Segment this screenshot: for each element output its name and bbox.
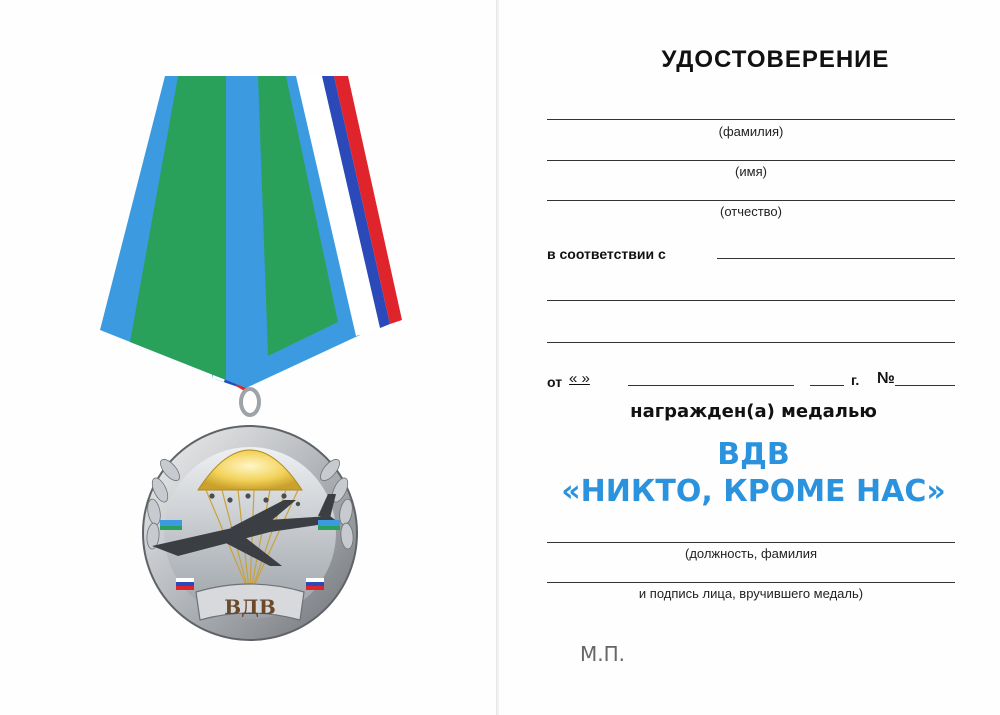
basis-field-line-3[interactable] [547,342,955,343]
from-label: от [547,374,563,390]
name-caption: (имя) [735,164,767,179]
surname-caption: (фамилия) [718,124,784,139]
right-page [499,0,1000,715]
medal-illustration [0,0,497,715]
medal-ring [241,389,259,415]
date-year-field-line[interactable] [810,385,844,386]
patronymic-field-line[interactable] [547,200,955,201]
number-label: № [877,370,895,387]
stamp-place-label: М.П. [580,642,626,666]
left-page [0,0,497,715]
according-to-field-line[interactable] [717,258,955,259]
medal-name-line-1: ВДВ [717,437,790,472]
name-field-line[interactable] [547,160,955,161]
patronymic-caption: (отчество) [719,204,782,219]
page-title: УДОСТОВЕРЕНИЕ [661,46,890,73]
medal-name-line-2: «НИКТО, КРОМЕ НАС» [561,474,946,509]
signature-caption: и подпись лица, вручившего медаль) [638,586,864,601]
ribbon-front [100,76,246,388]
awarded-text: награжден(а) медалью [630,401,877,422]
medal-disc [143,426,357,640]
presenter-position-caption: (должность, фамилия [684,546,817,561]
medal-inscription: ВДВ [224,595,276,619]
number-field-line[interactable] [895,385,955,386]
surname-field-line[interactable] [547,119,955,120]
according-to-label: в соответствии с [547,246,666,262]
signature-field-line[interactable] [547,582,955,583]
presenter-field-line[interactable] [547,542,955,543]
year-label: г. [851,372,860,388]
ribbon-right-strap [246,76,402,388]
basis-field-line-2[interactable] [547,300,955,301]
date-day-field[interactable]: « » [569,370,590,387]
date-month-field-line[interactable] [628,385,794,386]
